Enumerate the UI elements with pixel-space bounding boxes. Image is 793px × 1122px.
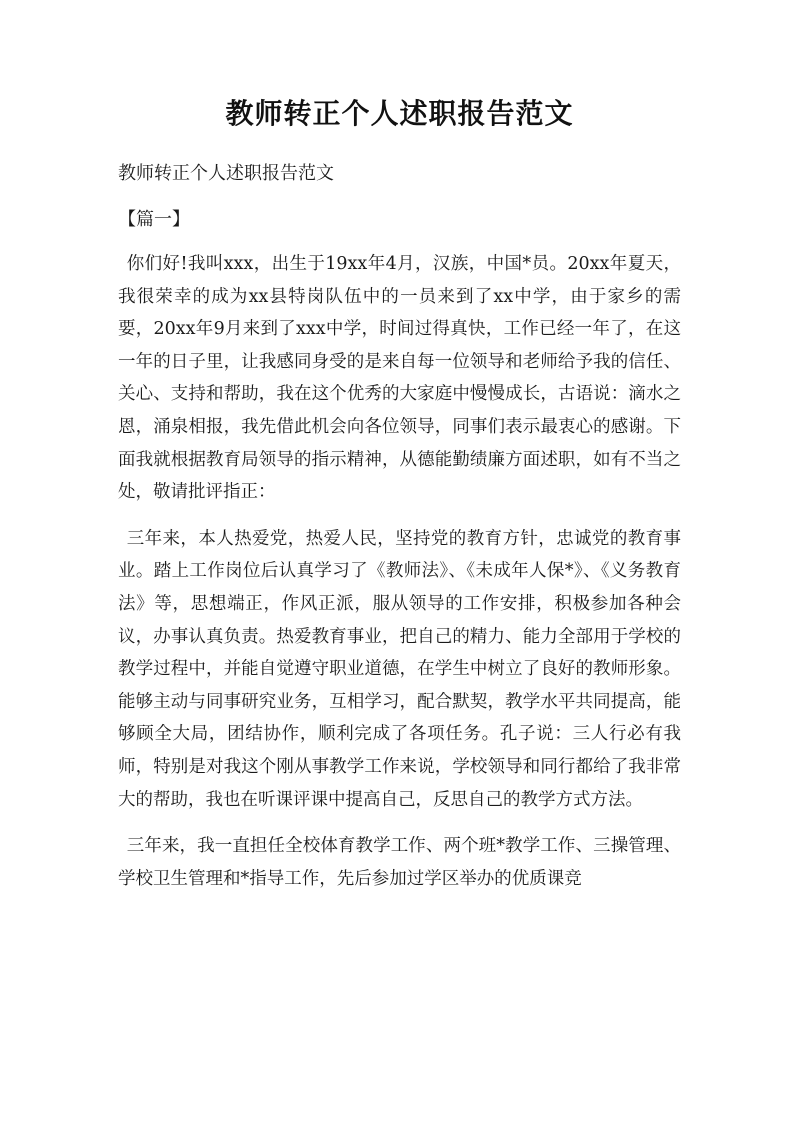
paragraph-3: 三年来，我一直担任全校体育教学工作、两个班*教学工作、三操管理、学校卫生管理和*指导工作，先后参加过学区举办的优质课竞 xyxy=(118,836,681,889)
document-title: 教师转正个人述职报告范文 xyxy=(225,97,574,130)
section-label: 【篇一】 xyxy=(118,209,190,230)
paragraph-2: 三年来，本人热爱党，热爱人民，坚持党的教育方针，忠诚党的教育事业。踏上工作岗位后认真学习了《教师法》、《未成年人保*》、《义务教育法》等，思想端正，作风正派，服从领导的工作安排，积极参加各种会议，办事认真负责。热爱教育事业，把自己的精力、能力全部用于学校的教学过程中，并能自觉遵守职业道德，在学生中树立了良好的教师形象。能够主动与同事研究业务，互相学习，配合默契，教学水平共同提高，能够顾全大局，团结协作，顺利完成了各项任务。孔子说：三人行必有我师，特别是对我这个刚从事教学工作来说，学校领导和同行都给了我非常大的帮助，我也在听课评课中提高自己，反思自己的教学方式方法。 xyxy=(118,528,681,810)
paragraph-1: 你们好!我叫xxx，出生于19xx年4月，汉族，中国*员。20xx年夏天，我很荣幸的成为xx县特岗队伍中的一员来到了xx中学，由于家乡的需要，20xx年9月来到了xxx中学，时间过得真快，工作已经一年了，在这一年的日子里，让我感同身受的是来自每一位领导和老师给予我的信任、关心、支持和帮助，我在这个优秀的大家庭中慢慢成长，古语说：滴水之恩，涌泉相报，我先借此机会向各位领导，同事们表示最衷心的感谢。下面我就根据教育局领导的指示精神，从德能勤绩廉方面述职，如有不当之处，敬请批评指正： xyxy=(118,254,681,503)
document-subtitle: 教师转正个人述职报告范文 xyxy=(118,163,334,184)
